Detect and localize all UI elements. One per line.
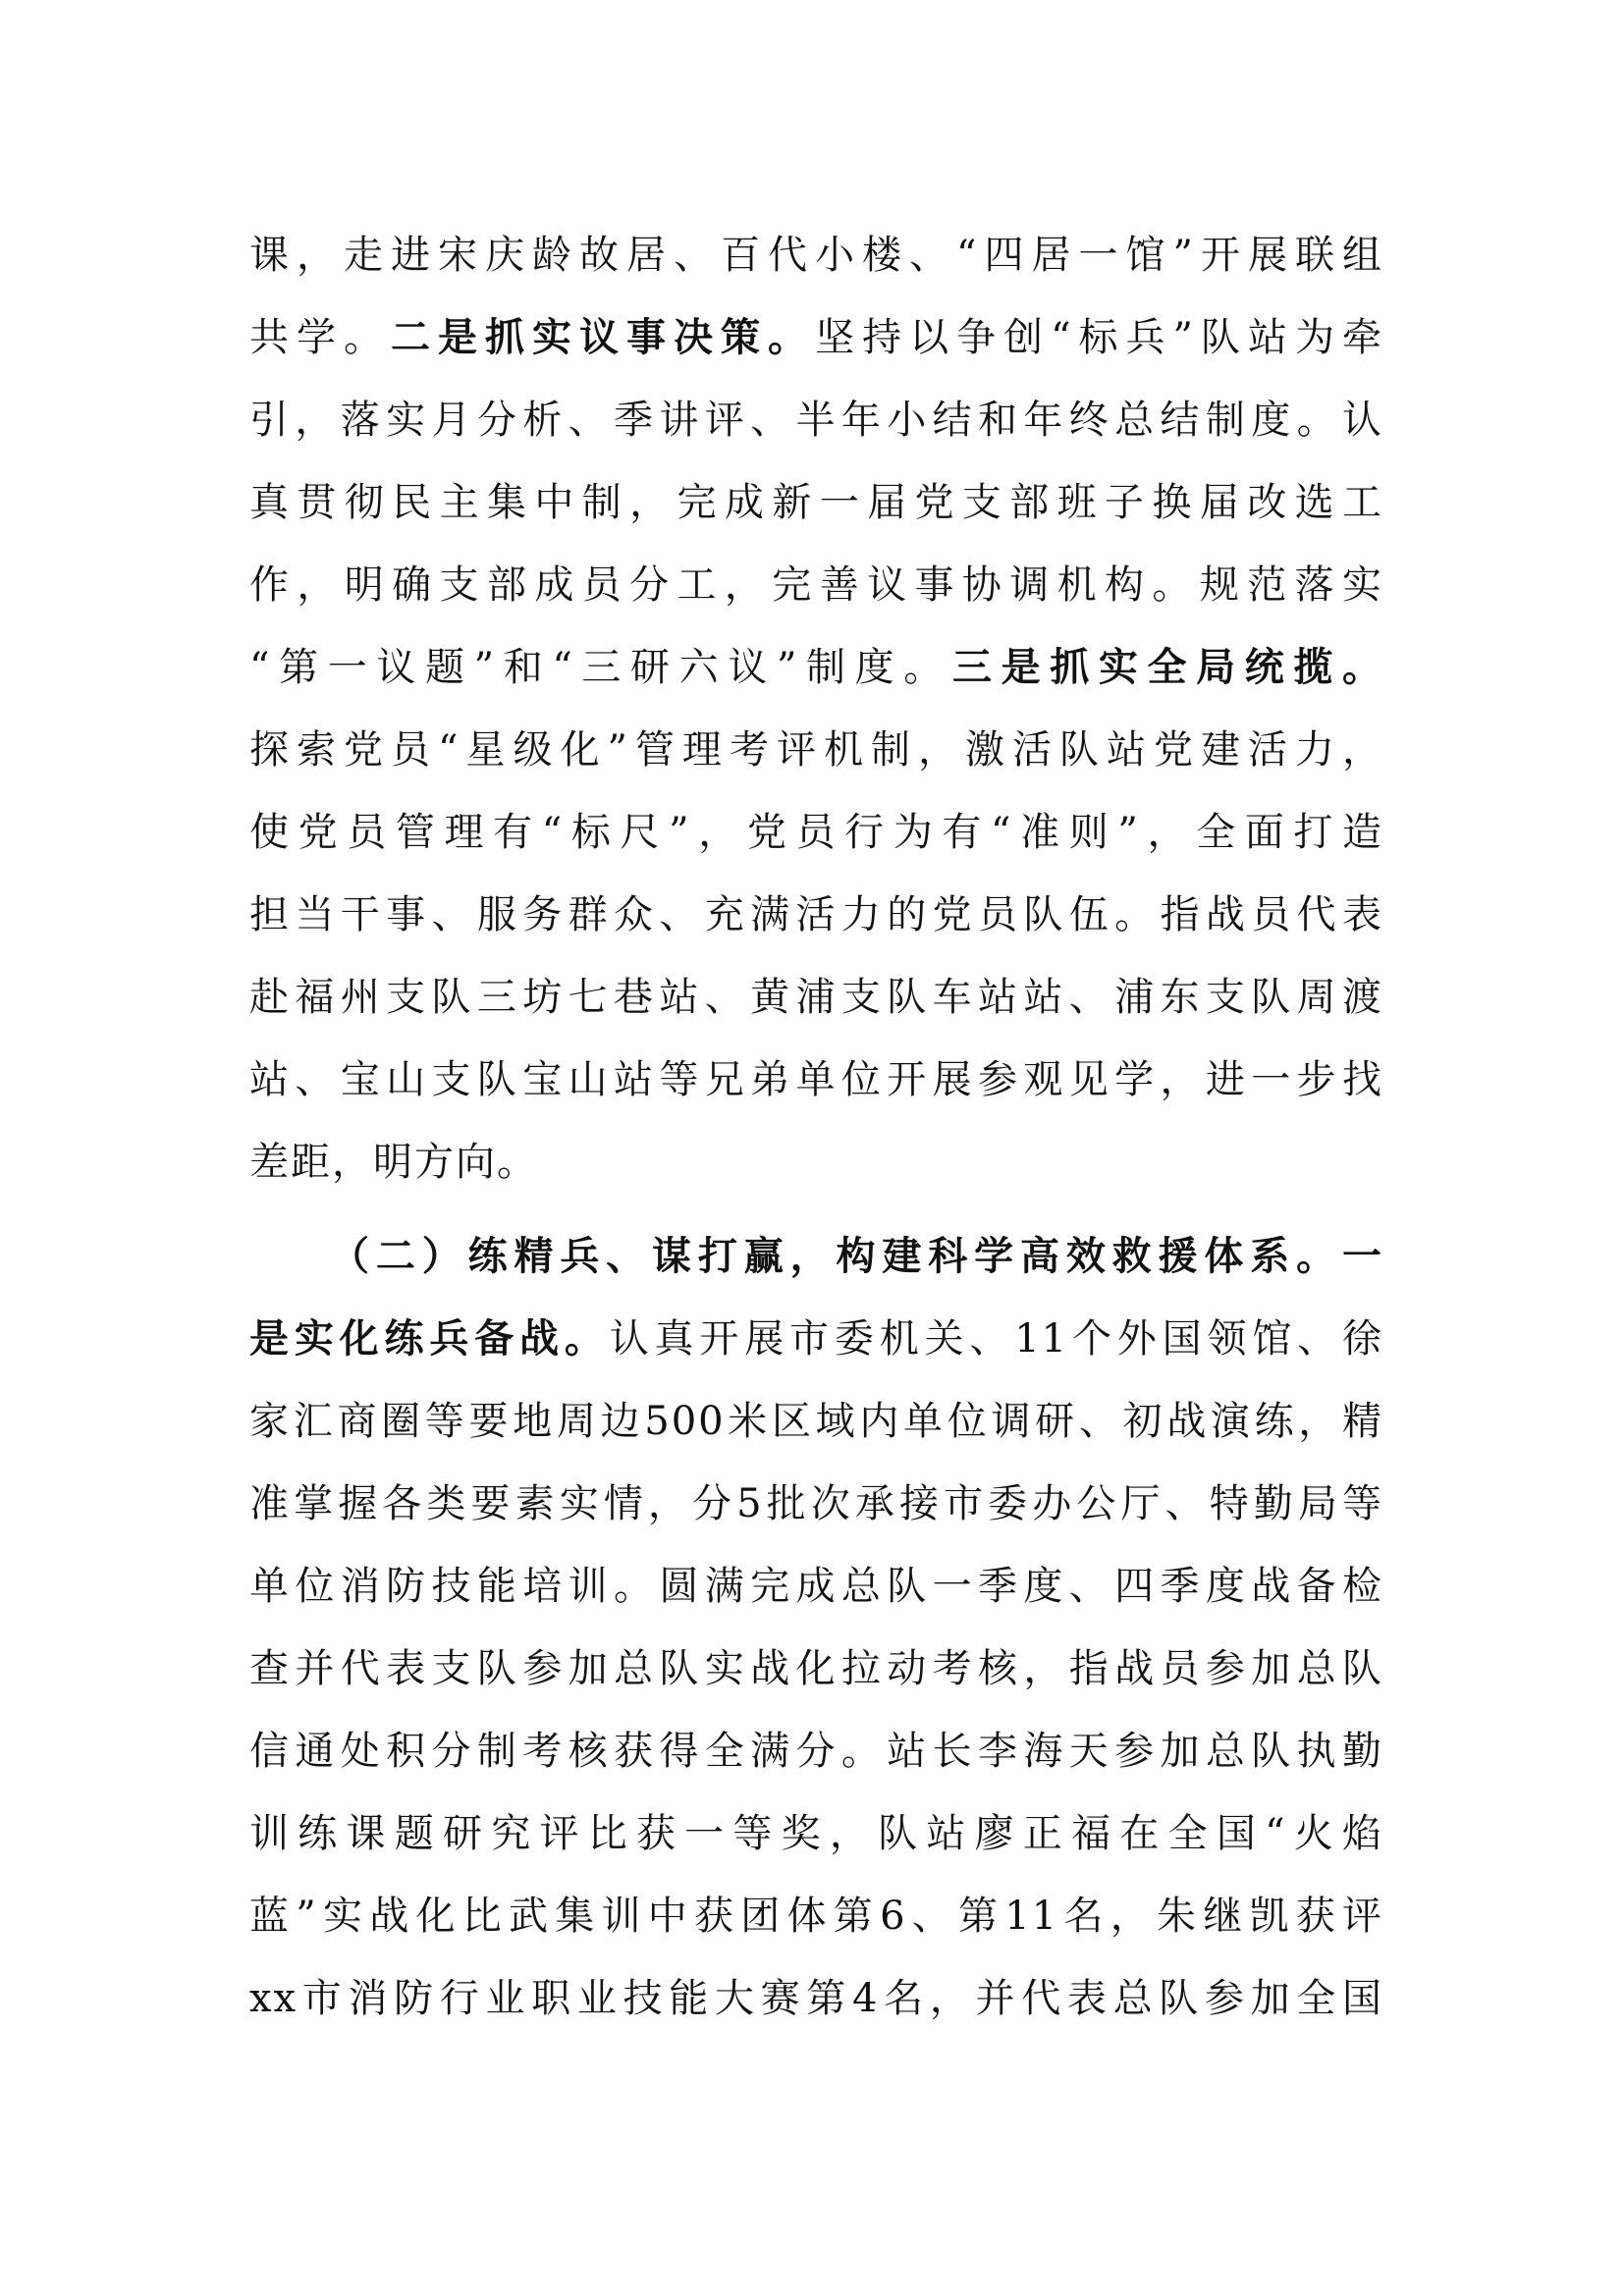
bold-heading: 是实化练兵备战。: [249, 1315, 610, 1362]
text-line: xx市消防行业职业技能大赛第4名，并代表总队参加全国: [249, 1976, 1383, 2021]
text-line: 信通处积分制考核获得全满分。站长李海天参加总队执勤: [249, 1729, 1383, 1774]
text-line: 课，走进宋庆龄故居、百代小楼、“四居一馆”开展联组: [249, 233, 1383, 278]
text-line: 查并代表支队参加总队实战化拉动考核，指战员参加总队: [249, 1646, 1383, 1691]
section-heading: （二）练精兵、谋打赢，构建科学高效救援体系。一: [330, 1233, 1383, 1279]
text-run: “第一议题”和“三研六议”制度。: [249, 645, 952, 690]
text-line: 准掌握各类要素实情，分5批次承接市委办公厅、特勤局等: [249, 1481, 1383, 1526]
text-line: [249, 1298, 1383, 1380]
text-run: 坚持以争创“标兵”队站为牵: [815, 315, 1384, 360]
text-run: 共学。: [249, 315, 392, 360]
text-line: 使党员管理有“标尺”，党员行为有“准则”，全面打造: [249, 810, 1383, 855]
text-run: 认真开展市委机关、11个外国领馆、徐: [609, 1316, 1383, 1362]
text-line: 蓝”实战化比武集训中获团体第6、第11名，朱继凯获评: [249, 1894, 1383, 1939]
text-line: 真贯彻民主集中制，完成新一届党支部班子换届改选工: [249, 480, 1383, 525]
text-line: 赴福州支队三坊七巷站、黄浦支队车站站、浦东支队周渡: [249, 975, 1383, 1020]
bold-heading: 二是抓实议事决策。: [391, 314, 816, 360]
text-line: 探索党员“星级化”管理考评机制，激活队站党建活力，: [249, 727, 1383, 773]
text-line: 站、宝山支队宝山站等兄弟单位开展参观见学，进一步找: [249, 1057, 1383, 1102]
text-line: 担当干事、服务群众、充满活力的党员队伍。指战员代表: [249, 892, 1383, 937]
text-line: 引，落实月分析、季讲评、半年小结和年终总结制度。认: [249, 398, 1383, 443]
text-line: [249, 296, 1383, 379]
text-line: [249, 626, 1383, 709]
document-body: [249, 214, 1383, 2040]
paragraph-party-building: [249, 214, 1383, 1203]
text-line: 训练课题研究评比获一等奖，队站廖正福在全国“火焰: [249, 1811, 1383, 1856]
bold-heading: 三是抓实全局统揽。: [951, 644, 1384, 690]
paragraph-training: [249, 1215, 1383, 2040]
paragraph-gap: [249, 1203, 1383, 1215]
text-line: 家汇商圈等要地周边500米区域内单位调研、初战演练，精: [249, 1399, 1383, 1444]
text-line: 作，明确支部成员分工，完善议事协调机构。规范落实: [249, 562, 1383, 608]
text-line: 单位消防技能培训。圆满完成总队一季度、四季度战备检: [249, 1564, 1383, 1609]
text-line: 差距，明方向。: [249, 1140, 538, 1185]
